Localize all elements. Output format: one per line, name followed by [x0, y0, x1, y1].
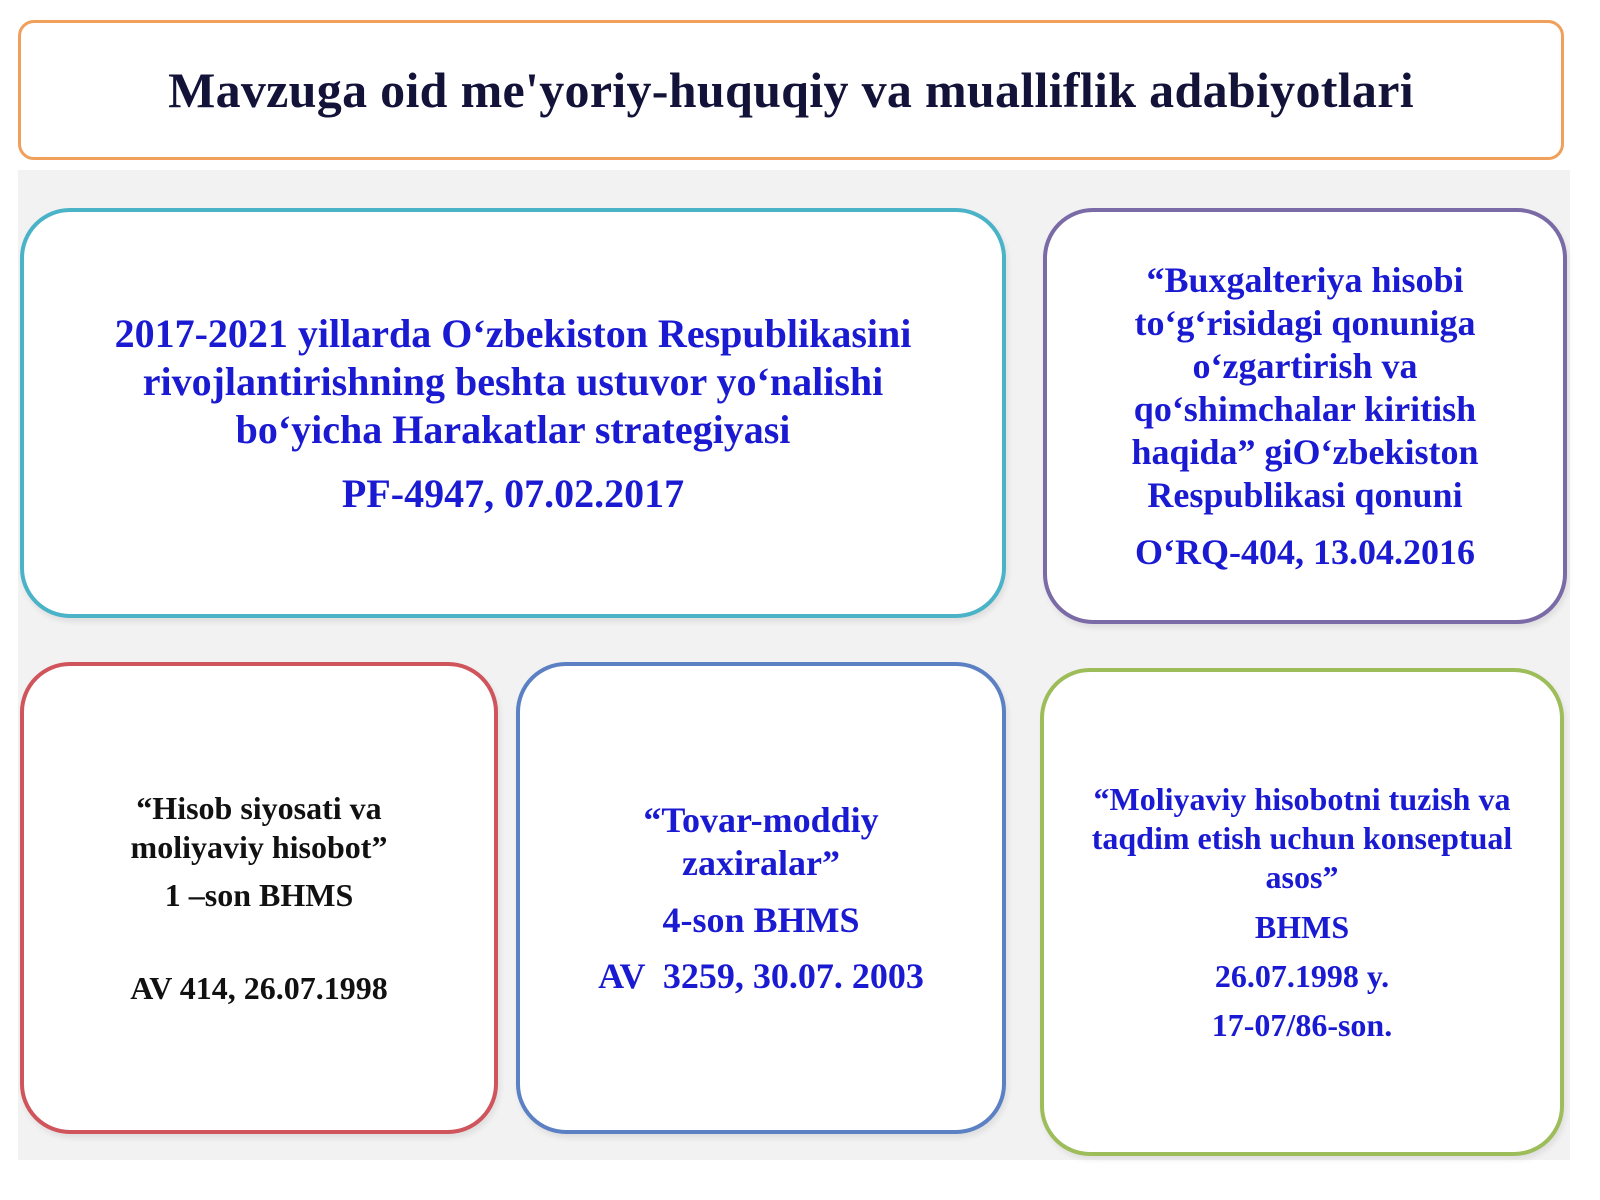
bhms4-title-line: “Tovar-moddiy [643, 800, 879, 840]
strategy-title-line: rivojlantirishning beshta ustuvor yo‘nalishi [142, 358, 884, 404]
law-title-line: Respublikasi qonuni [1147, 475, 1463, 515]
bhms1-title [131, 789, 388, 867]
bhms1-title-line: moliyaviy hisobot” [130, 829, 388, 865]
law-title-line: qo‘shimchalar kiritish [1133, 389, 1477, 429]
page-title: Mavzuga oid me'yoriy-huquqiy va mualliflik adabiyotlari [168, 62, 1414, 118]
law-title [1131, 259, 1478, 517]
title-box [18, 20, 1564, 160]
strategy-card [20, 208, 1006, 618]
bhms1-number: 1 –son BHMS [164, 877, 354, 913]
concept-card [1040, 668, 1564, 1156]
concept-title-line: “Moliyaviy hisobotni tuzish va [1093, 781, 1511, 817]
concept-title-line: taqdim etish uchun konseptual [1091, 820, 1513, 856]
bhms1-card [20, 662, 498, 1134]
concept-number: 17-07/86-son. [1211, 1007, 1393, 1043]
law-card [1043, 208, 1567, 624]
concept-date: 26.07.1998 y. [1214, 958, 1390, 994]
bhms4-code: AV 3259, 30.07. 2003 [598, 956, 924, 996]
bhms4-title-line: zaxiralar” [682, 843, 840, 883]
concept-title [1092, 780, 1513, 897]
bhms4-title [643, 799, 878, 885]
strategy-title-line: 2017-2021 yillarda O‘zbekiston Respublikasini [114, 310, 912, 356]
law-title-line: “Buxgalteriya hisobi [1146, 260, 1464, 300]
concept-title-line: asos” [1265, 859, 1339, 895]
law-title-line: to‘g‘risidagi qonuniga [1134, 303, 1476, 343]
concept-standard: BHMS [1254, 909, 1350, 945]
bhms1-title-line: “Hisob siyosati va [136, 790, 382, 826]
bhms4-number: 4-son BHMS [662, 900, 860, 940]
strategy-title-line: bo‘yicha Harakatlar strategiyasi [235, 406, 791, 452]
law-title-line: haqida” giO‘zbekiston [1131, 432, 1479, 472]
bhms4-card [516, 662, 1006, 1134]
strategy-code: PF-4947, 07.02.2017 [341, 470, 685, 516]
law-code: O‘RQ-404, 13.04.2016 [1135, 532, 1475, 572]
law-title-line: o‘zgartirish va [1192, 346, 1418, 386]
bhms1-code: AV 414, 26.07.1998 [130, 970, 388, 1006]
strategy-title [115, 310, 912, 454]
